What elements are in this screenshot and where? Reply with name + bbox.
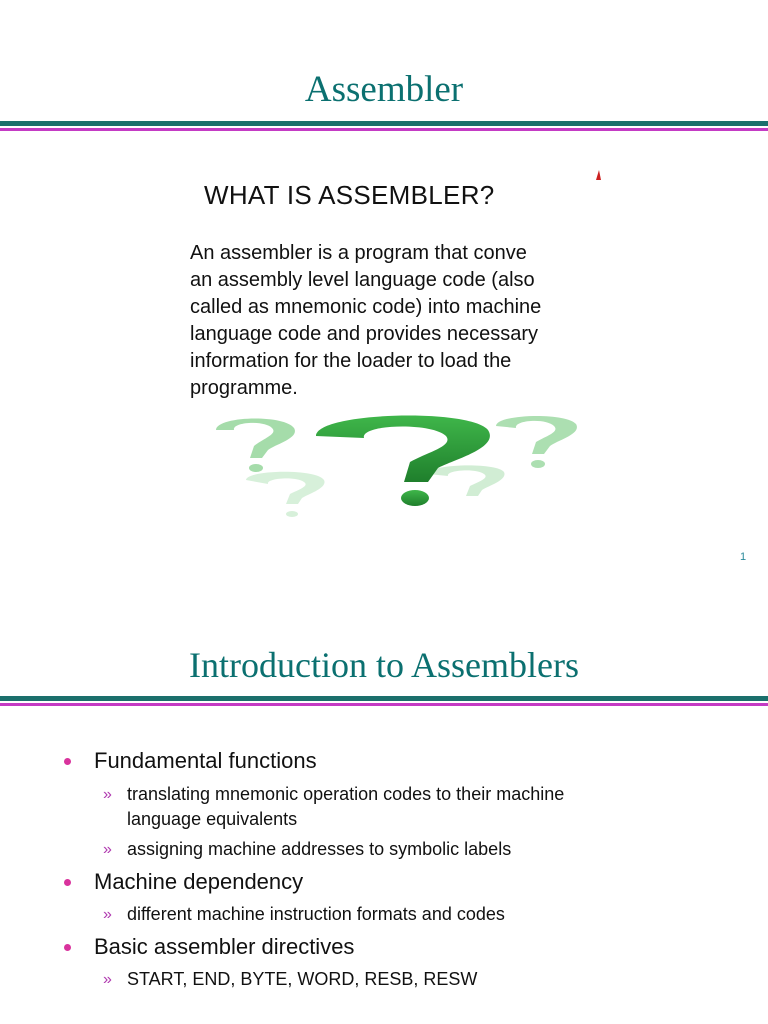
sub-bullet-item <box>103 967 478 992</box>
question-marks-icon <box>206 410 586 520</box>
sub-bullet-line: translating mnemonic operation codes to their machine <box>127 784 565 804</box>
title-rule-teal <box>0 696 768 701</box>
bullet-dot-icon <box>64 758 71 765</box>
bullet-text: Machine dependency <box>94 869 304 894</box>
slide-title: Introduction to Assemblers <box>189 645 579 685</box>
image-body <box>190 240 604 402</box>
bullet-item <box>94 748 317 774</box>
chevron-marker-icon: » <box>103 906 112 923</box>
image-body-line: called as mnemonic code) into machine <box>190 296 542 318</box>
image-body-line: programme. <box>190 377 298 399</box>
sub-bullet-item <box>103 902 505 927</box>
chevron-marker-icon: » <box>103 786 112 803</box>
text-fade <box>584 240 604 270</box>
page-number: 1 <box>740 551 747 563</box>
image-heading: WHAT IS ASSEMBLER? <box>204 180 495 210</box>
assembler-definition-image <box>180 150 604 520</box>
sub-bullet-line: assigning machine addresses to symbolic labels <box>127 839 512 859</box>
chevron-marker-icon: » <box>103 971 112 988</box>
image-body-line: language code and provides necessary <box>190 323 539 345</box>
image-body-line: An assembler is a program that conve <box>190 242 527 264</box>
title-rule-magenta <box>0 128 768 131</box>
bullet-text: Basic assembler directives <box>94 934 355 959</box>
bullet-item <box>94 869 303 895</box>
chevron-marker-icon: » <box>103 841 112 858</box>
sub-bullet-item <box>103 837 512 862</box>
bullet-text: Fundamental functions <box>94 748 317 773</box>
sub-bullet-line: different machine instruction formats and codes <box>127 904 505 924</box>
sub-bullet-line: START, END, BYTE, WORD, RESB, RESW <box>127 969 478 989</box>
sub-bullet-line: language equivalents <box>127 809 298 829</box>
title-rule-teal <box>0 121 768 126</box>
image-body-line: an assembly level language code (also <box>190 269 535 291</box>
slide-introduction <box>0 600 768 1024</box>
red-mark <box>596 170 601 180</box>
image-body-line: information for the loader to load the <box>190 350 512 372</box>
bullet-dot-icon <box>64 879 71 886</box>
title-rule-magenta <box>0 703 768 706</box>
slide-title: Assembler <box>304 69 464 110</box>
sub-bullet-item <box>103 782 565 832</box>
bullet-item <box>94 934 354 960</box>
bullet-dot-icon <box>64 944 71 951</box>
